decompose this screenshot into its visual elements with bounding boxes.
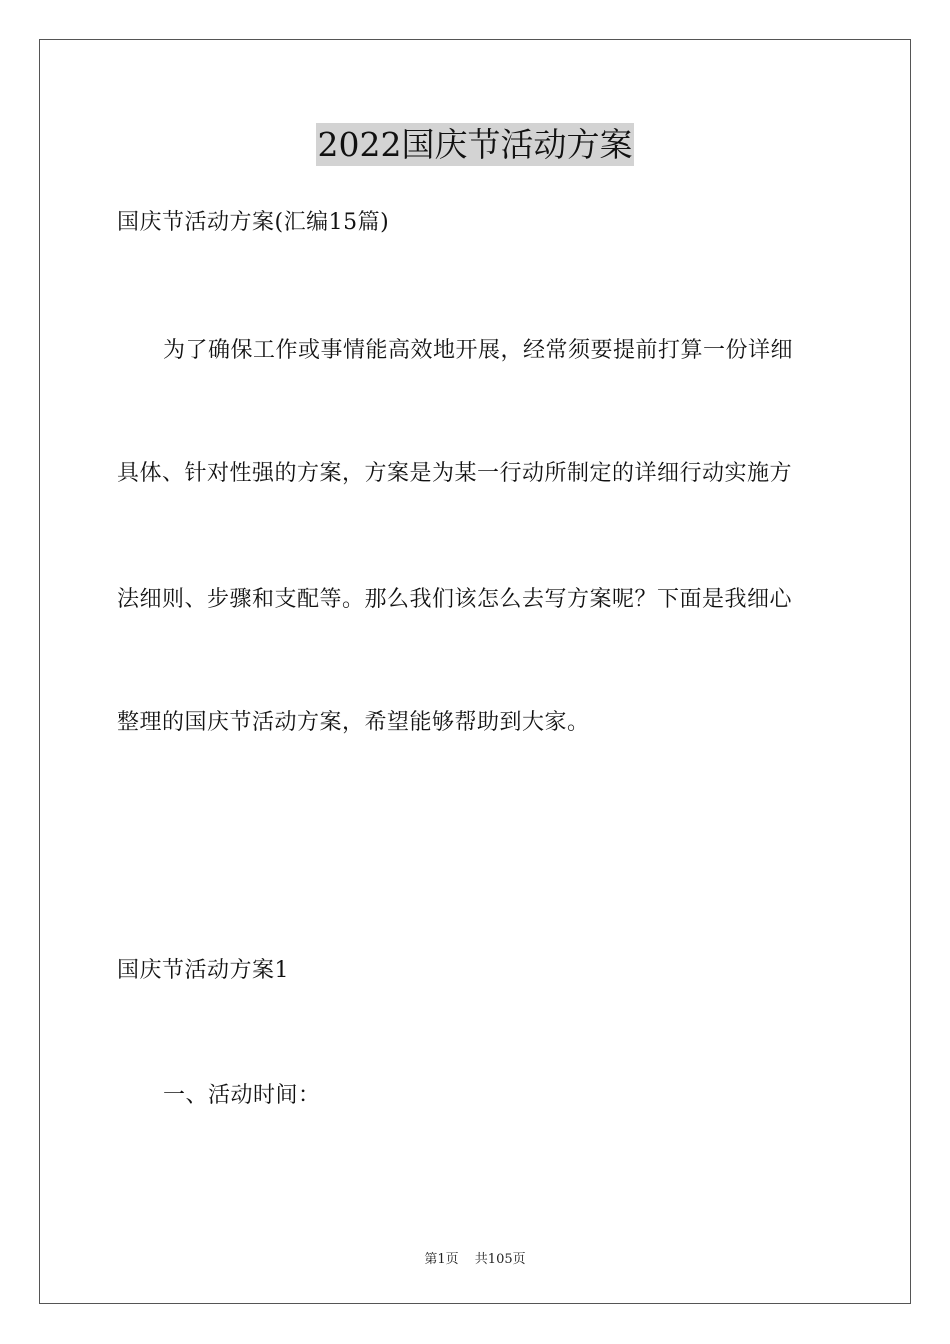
page-total: 共105页 (474, 1252, 526, 1267)
page-footer (0, 1248, 950, 1267)
intro-line-4: 整理的国庆节活动方案，希望能够帮助到大家。 (117, 710, 590, 735)
intro-line-2: 具体、针对性强的方案，方案是为某一行动所制定的详细行动实施方 (117, 461, 793, 486)
document-subtitle: 国庆节活动方案(汇编15篇) (117, 210, 390, 235)
intro-line-1: 为了确保工作或事情能高效地开展，经常须要提前打算一份详细 (163, 338, 794, 363)
document-title-container (0, 125, 950, 164)
item-heading: 一、活动时间： (163, 1083, 321, 1108)
section-heading: 国庆节活动方案1 (117, 958, 289, 983)
document-title: 2022国庆节活动方案 (317, 125, 633, 164)
page-number: 第1页 (424, 1252, 459, 1267)
intro-line-3: 法细则、步骤和支配等。那么我们该怎么去写方案呢？下面是我细心 (117, 587, 793, 612)
